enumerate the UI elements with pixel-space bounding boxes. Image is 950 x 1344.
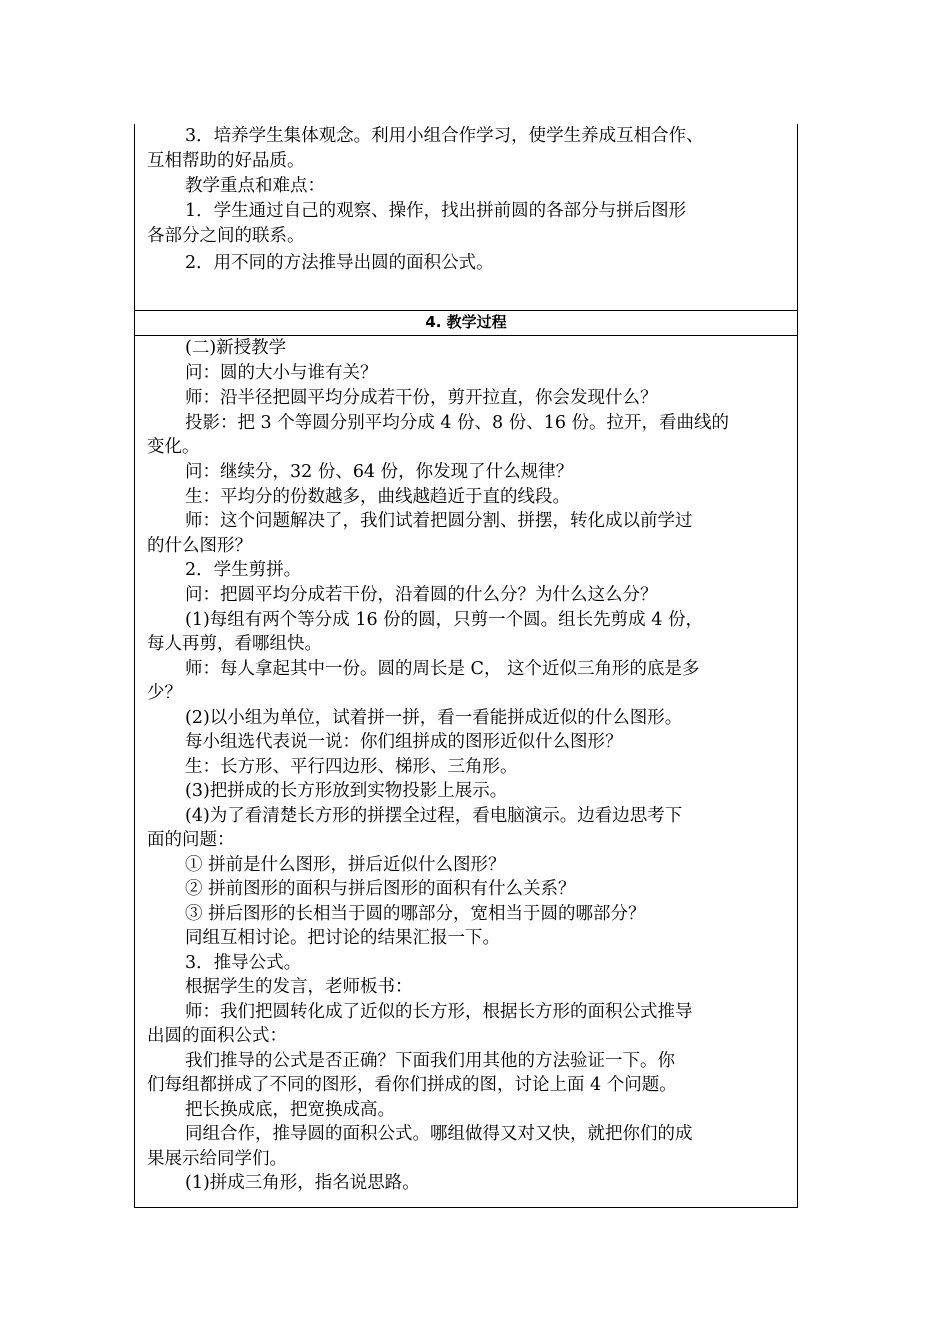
text-line: (2)以小组为单位，试着拼一拼，看一看能拼成近似的什么图形。 [185, 708, 683, 728]
text-line: 少？ [147, 683, 182, 703]
text-line: 面的问题： [147, 830, 235, 850]
text-line: ② 拼前图形的面积与拼后图形的面积有什么关系？ [185, 879, 576, 899]
lesson-plan-table [134, 124, 798, 1208]
text-line: 每小组选代表说一说：你们组拼成的图形近似什么图形？ [185, 732, 623, 752]
text-line: 师：沿半径把圆平均分成若干份，剪开拉直，你会发现什么？ [185, 388, 658, 408]
text-line: 同组合作，推导圆的面积公式。哪组做得又对又快，就把你们的成 [185, 1124, 693, 1144]
text-line: 问：圆的大小与谁有关？ [185, 363, 378, 383]
text-line: 投影：把 3 个等圆分别平均分成 4 份、8 份、16 份。拉开，看曲线的 [185, 413, 730, 433]
text-line: 互相帮助的好品质。 [147, 151, 305, 171]
text-line: 生：长方形、平行四边形、梯形、三角形。 [185, 757, 518, 777]
teaching-goals-cell [135, 124, 797, 310]
section-header: 4. 教学过程 [135, 310, 797, 336]
text-line: (3)把拼成的长方形放到实物投影上展示。 [185, 781, 508, 801]
text-line: 各部分之间的联系。 [147, 226, 305, 246]
text-line: 师：每人拿起其中一份。圆的周长是 C， 这个近似三角形的底是多 [185, 659, 700, 679]
text-line: 师：我们把圆转化成了近似的长方形，根据长方形的面积公式推导 [185, 1002, 693, 1022]
text-line: 2．学生剪拼。 [185, 560, 302, 580]
text-line: 2．用不同的方法推导出圆的面积公式。 [185, 253, 494, 273]
text-line: 根据学生的发言，老师板书： [185, 977, 413, 997]
text-line: 变化。 [147, 437, 200, 457]
text-line: (4)为了看清楚长方形的拼摆全过程，看电脑演示。边看边思考下 [185, 806, 683, 826]
text-line: 1．学生通过自己的观察、操作，找出拼前圆的各部分与拼后图形 [185, 201, 687, 221]
text-line: 出圆的面积公式： [147, 1026, 287, 1046]
text-line: 3．培养学生集体观念。利用小组合作学习，使学生养成互相合作、 [185, 126, 704, 146]
text-line: 师：这个问题解决了，我们试着把圆分割、拼摆，转化成以前学过 [185, 511, 693, 531]
teaching-process-cell [135, 336, 797, 1207]
text-line: 生：平均分的份数越多，曲线越趋近于直的线段。 [185, 487, 570, 507]
text-line: (1)每组有两个等分成 16 份的圆，只剪一个圆。组长先剪成 4 份， [185, 610, 703, 630]
text-line: 果展示给同学们。 [147, 1149, 287, 1169]
text-line: 教学重点和难点： [185, 176, 325, 196]
text-line: 们每组都拼成了不同的图形，看你们拼成的图，讨论上面 4 个问题。 [147, 1075, 677, 1095]
text-line: 问：继续分，32 份、64 份，你发现了什么规律？ [185, 462, 574, 482]
text-line: ③ 拼后图形的长相当于圆的哪部分，宽相当于圆的哪部分？ [185, 904, 646, 924]
text-line: 同组互相讨论。把讨论的结果汇报一下。 [185, 928, 500, 948]
text-line: 3．推导公式。 [185, 953, 302, 973]
text-line: 的什么图形？ [147, 536, 252, 556]
text-line: 把长换成底，把宽换成高。 [185, 1100, 395, 1120]
text-line: 我们推导的公式是否正确？下面我们用其他的方法验证一下。你 [185, 1051, 675, 1071]
text-line: 问：把圆平均分成若干份，沿着圆的什么分？为什么这么分？ [185, 585, 658, 605]
text-line: (二)新授教学 [185, 338, 287, 358]
text-line: 每人再剪，看哪组快。 [147, 634, 322, 654]
text-line: (1)拼成三角形，指名说思路。 [185, 1173, 420, 1193]
text-line: ① 拼前是什么图形，拼后近似什么图形？ [185, 855, 506, 875]
